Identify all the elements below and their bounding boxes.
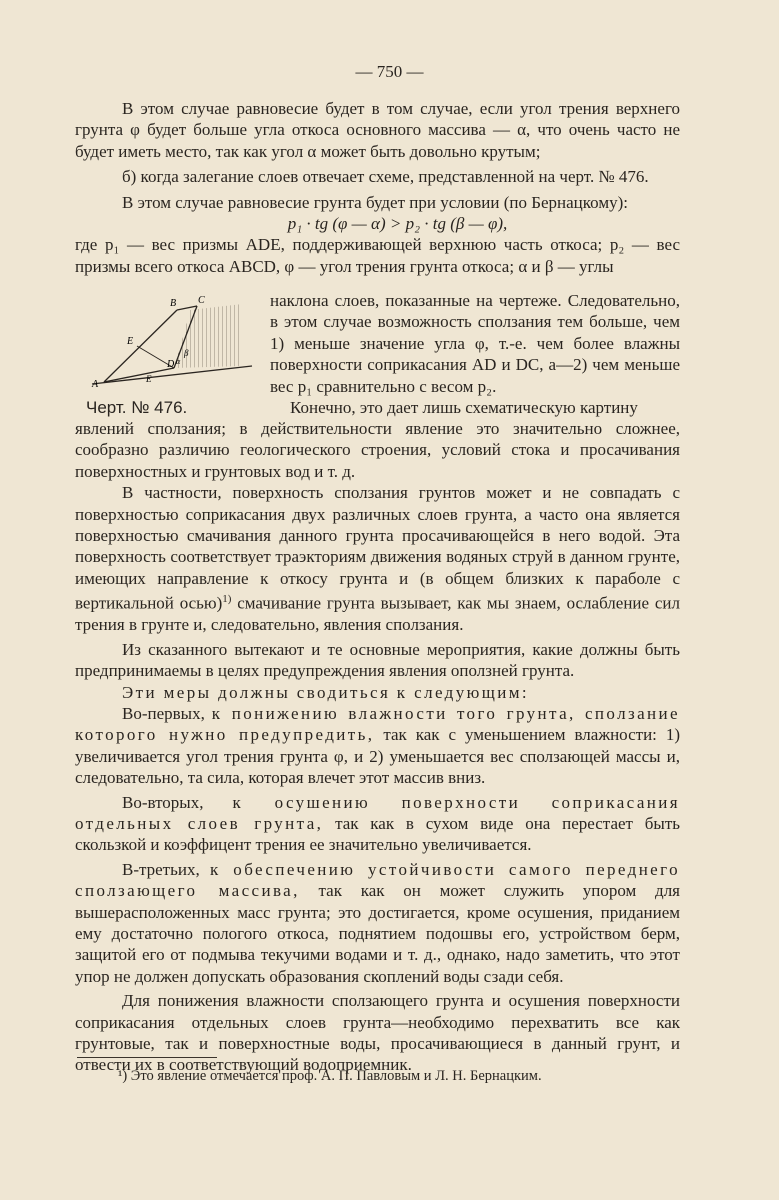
paragraph-1: В этом случае равновесие будет в том случае, если угол трения верхнего грунта φ будет больше угла откоса основного массива — α, что очень часто не будет иметь место, так как угол α может быть довольно крутым; (75, 99, 680, 161)
hatched-mass (174, 304, 242, 368)
page-number: — 750 — (355, 62, 424, 81)
label-d: D (167, 359, 175, 370)
paragraph-5-wrap: Конечно, это дает лишь схематическую картину (290, 398, 638, 418)
paragraph-9-rest: так как с уменьшением влажности: 1) увеличивается угол трения грунта φ, и 2) уменьшается вес сползающей массы и, следовательно, та сила, которая влечет этот массив вниз. (75, 725, 680, 788)
paragraph-10-lead: Во-вторых, (122, 792, 233, 812)
footnote-ref: 1) (222, 593, 232, 606)
text-block-main (75, 418, 680, 1076)
figure-caption: Черт. № 476. (86, 398, 188, 417)
paragraph-10-rest: так как в сухом виде она перестает быть скользкой и коэффицент трения ее значительно увеличивается. (75, 813, 680, 855)
label-e1: E (146, 374, 152, 384)
paragraph-10 (75, 792, 680, 856)
formula: p₁ · tg (φ — α) > p₂ · tg (β — φ), (287, 214, 508, 234)
slope-ab (104, 310, 177, 382)
paragraph-11-rest: так как он может служить упором для вышерасположенных масс грунта; это достигается, кроме осушения, приданием ему достаточно пологого откоса, поднятием подошвы его, устройством берм, защитой его от подмыва текучими водами и т. д., однако, надо заметить, что этот упор не должен допускать образования скоплений воды сзади себя. (75, 881, 680, 986)
line-ad (104, 368, 174, 382)
label-a: A (92, 379, 99, 389)
label-c: C (198, 295, 205, 306)
wrapped-text (270, 290, 680, 418)
label-beta: β (184, 348, 189, 358)
text-block-top (75, 98, 680, 277)
paragraph-12: Для понижения влажности сползающего грунта и осушения поверхности соприкасания отдельных слоев грунта—необходимо перехватить все как грунтовые, так и поверхностные воды, просачивающиеся в данный грунт, и отвести их в соответствующий водоприемник. (75, 991, 680, 1075)
footnote-rule (77, 1057, 217, 1058)
paragraph-11 (75, 859, 680, 987)
paragraph-4: где p₁ — вес призмы ADE, поддерживающей верхнюю часть откоса; p₂ — вес призмы всего откоса ABCD, φ — угол трения грунта откоса; α и β — углы (75, 235, 680, 276)
figure-476 (82, 294, 262, 424)
paragraph-10-spaced: к осушению поверхности соприкасания отдельных слоев грунта, (75, 792, 680, 833)
paragraph-6-text: В частности, поверхность сползания грунтов может и не совпадать с поверхностью соприкасания двух различных слоев грунта, а часто она является поверхностью смачивания данного грунта просачивающейся в него водой. Эта поверхность соответствует траэкториям движения водяных струй в данном грунте, имеющих направление к откосу грунта и (в общем близких к параболе с вертикальной осью) (75, 483, 680, 613)
paragraph-9-lead: Во-первых, (122, 703, 212, 723)
paragraph-6-end: смачивание грунта вызывает, как мы знаем, ослабление сил трения в грунте и, следовательно, явления сползания. (75, 593, 680, 635)
paragraph-4-wrap: наклона слоев, показанные на чертеже. Следовательно, в этом случае возможность сползания тем больше, чем 1) меньше значение угла φ, т.-е. чем более влажны поверхности соприкасания AD и DC, а—2) чем меньше вес p₁ сравнительно с весом p₂. (270, 291, 680, 396)
label-e: E (127, 336, 134, 347)
paragraph-11-lead: В-третьих, (122, 859, 210, 879)
slope-diagram (82, 294, 262, 389)
paragraph-9-spaced: к понижению влажности того грунта, сползание которого нужно предупредить, (75, 703, 680, 745)
paragraph-3: В этом случае равновесие грунта будет при условии (по Бернацкому): (122, 192, 628, 212)
top-bc (177, 306, 197, 310)
label-alpha: α (176, 357, 181, 366)
paragraph-8: Эти меры должны сводиться к следующим: (122, 682, 529, 702)
paragraph-11-spaced: к обеспечению устойчивости самого переднего сползающего массива, (75, 859, 680, 901)
paragraph-7: Из сказанного вытекают и те основные мероприятия, какие должны быть предпринимаемы в целях предупреждения явления оползней грунта. (75, 639, 680, 681)
label-b: B (170, 298, 177, 309)
paragraph-6 (75, 482, 680, 636)
footnote: ¹) Это явление отмечается проф. А. П. Павловым и Л. Н. Бернацким. (118, 1068, 542, 1084)
paragraph-9 (75, 703, 680, 789)
paragraph-2: б) когда залегание слоев отвечает схеме, представленной на черт. № 476. (122, 167, 649, 187)
paragraph-5-cont: явлений сползания; в действительности явление это значительно сложнее, сообразно различию геологического строения, условий стока и просачивания поверхностных и грунтовых вод и т. д. (75, 419, 680, 481)
